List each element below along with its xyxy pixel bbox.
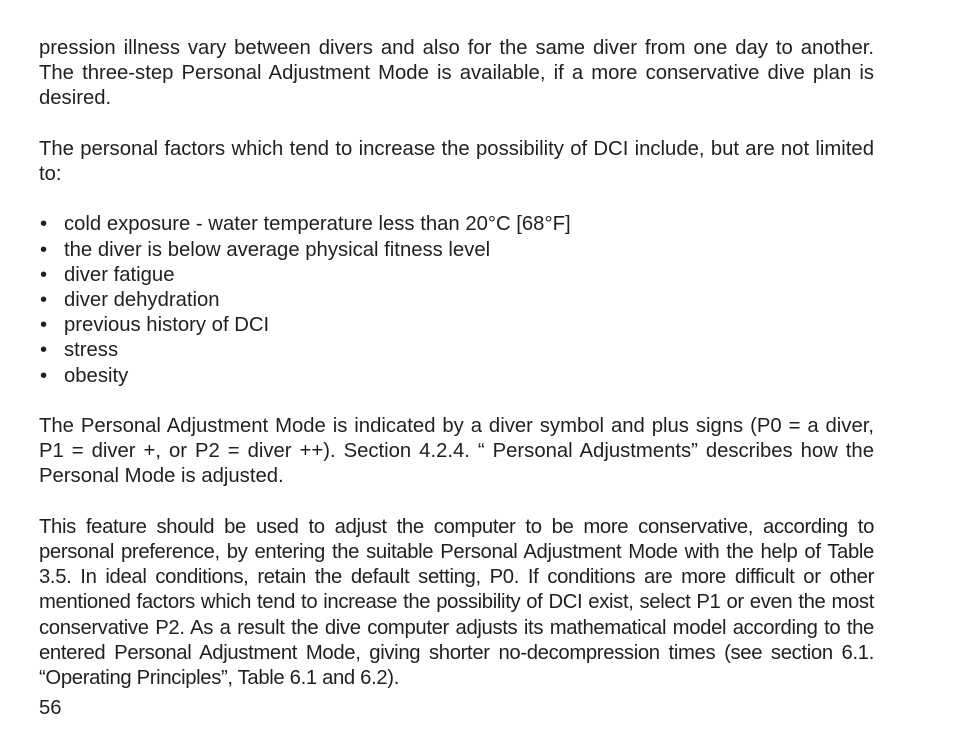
- bullet-icon: •: [40, 213, 48, 236]
- bullet-icon: •: [40, 339, 48, 362]
- list-item-text: cold exposure - water temperature less than 20°C [68°F]: [64, 213, 571, 236]
- bullet-icon: •: [40, 288, 48, 311]
- paragraph-personal-factors: The personal factors which tend to increase the possibility of DCI include, but are not limited to:: [39, 137, 874, 185]
- list-item: [39, 338, 874, 363]
- paragraph-gap: [39, 112, 874, 137]
- list-item-text: previous history of DCI: [64, 314, 270, 337]
- paragraph-gap: [39, 187, 874, 212]
- list-item-text: stress: [64, 339, 119, 362]
- list-item: [39, 288, 874, 313]
- paragraph-mode-indication: The Personal Adjustment Mode is indicated by a diver symbol and plus signs (P0 = a diver, P1 = diver +, or P2 = diver ++). Section 4.2.4. “ Personal Adjustments” describes how the Personal Mode is adjusted.: [39, 414, 874, 488]
- list-item-text: the diver is below average physical fitness level: [64, 238, 491, 261]
- list-item: [39, 212, 874, 237]
- list-item: [39, 364, 874, 389]
- list-item-text: diver dehydration: [64, 288, 220, 311]
- list-item-text: diver fatigue: [64, 263, 175, 286]
- document-page: [39, 36, 874, 691]
- list-item: [39, 238, 874, 263]
- page-number: 56: [39, 697, 62, 719]
- paragraph-feature-usage: This feature should be used to adjust the computer to be more conservative, according to personal preference, by entering the suitable Personal Adjustment Mode with the help of Table 3.5. In ideal conditions, retain the default setting, P0. If conditions are more difficult or other mentioned factors which tend to increase the possibility of DCI exist, select P1 or even the most conservative P2. As a result the dive computer adjusts its mathematical model according to the entered Personal Adjustment Mode, giving shorter no-decompression times (see section 6.1. “Operating Principles”, Table 6.1 and 6.2).: [39, 515, 874, 689]
- list-item-text: obesity: [64, 364, 129, 387]
- risk-factor-list: [39, 212, 874, 388]
- paragraph-gap: [39, 490, 874, 515]
- paragraph-gap: [39, 389, 874, 414]
- bullet-icon: •: [40, 364, 48, 387]
- list-item: [39, 313, 874, 338]
- paragraph-intro: pression illness vary between divers and also for the same diver from one day to another. The three-step Personal Adjustment Mode is available, if a more conservative dive plan is desired.: [39, 37, 874, 110]
- bullet-icon: •: [40, 314, 48, 337]
- bullet-icon: •: [40, 263, 48, 286]
- bullet-icon: •: [40, 238, 48, 261]
- list-item: [39, 263, 874, 288]
